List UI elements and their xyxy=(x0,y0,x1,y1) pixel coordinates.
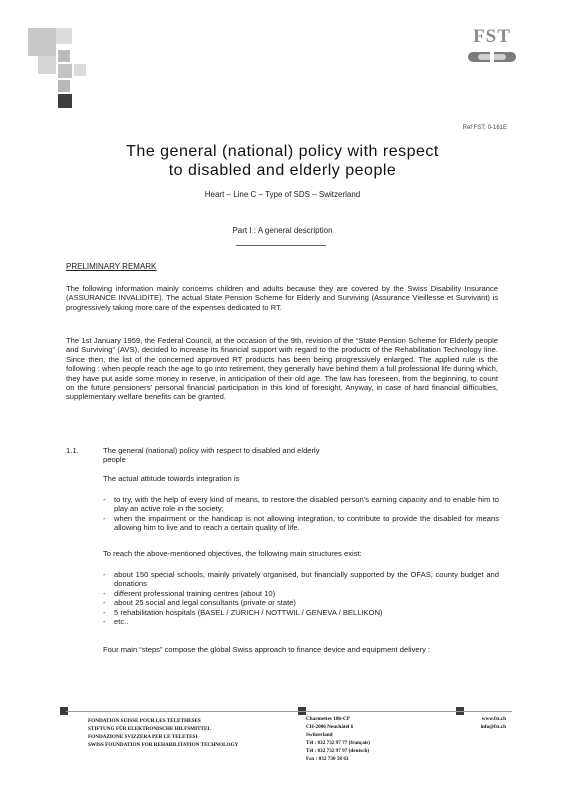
fst-logo xyxy=(466,26,518,66)
page-footer xyxy=(66,705,512,780)
square xyxy=(58,64,72,78)
foundation-line: SWISS FOUNDATION FOR REHABILITATION TECHNOLOGY xyxy=(88,742,239,748)
list-item-text: about 150 special schools, mainly privately organised, but financially supported by the OFAS, county budget and donations xyxy=(114,570,499,589)
foundation-line: FONDAZIONE SVIZZERA PER LE TELETESI xyxy=(88,734,198,740)
list-item-text: to try, with the help of every kind of means, to restore the disabled person’s earning capacity and to enable him to play an active role in the society; xyxy=(114,495,499,514)
remark-heading: PRELIMINARY REMARK xyxy=(66,262,157,271)
logo-text: FST xyxy=(473,26,511,47)
list-item: - 5 rehabilitation hospitals (BASEL / ZURICH / NOTTWIL / GENEVA / BELLIKON) xyxy=(103,607,383,617)
square xyxy=(38,56,56,74)
page-title xyxy=(60,142,505,180)
page-subtitle: Heart – Line C – Type of SDS – Switzerland xyxy=(204,190,361,199)
list-item-text: when the impairment or the handicap is not allowing integration, to contribute to provide the disabled for means allowing him to live and to reach a certain quality of life. xyxy=(114,513,499,533)
square xyxy=(56,28,72,44)
footer-divider xyxy=(66,711,512,712)
logo-graphic xyxy=(466,50,518,64)
list-item-text: about 25 social and legal consultants (private or state) xyxy=(114,598,296,608)
list-item: - different professional training centres (about 10) xyxy=(103,588,276,598)
document-reference: Ref FST: 0-161E xyxy=(462,125,507,131)
list-item-text: etc.. xyxy=(114,617,129,627)
square xyxy=(58,94,72,108)
part-heading: Part I : A general description xyxy=(232,226,333,235)
paragraph-1: The following information mainly concerns children and adults because they are covered by the Swiss Disability Insurance (ASSURANCE INVALIDITE). The actual State Pension Scheme for Elderly and Surviving (Assurance Vieillesse et Survivant) is progressively taking more care of the expenses dedicated to RT. xyxy=(66,284,498,312)
address-line: Fax : 032 730 58 63 xyxy=(306,756,349,762)
four-steps-text: Four main “steps” compose the global Swiss approach to finance device and equipment delivery : xyxy=(103,645,431,654)
address-line: Switzerland xyxy=(306,732,333,738)
title-line-2: to disabled and elderly people xyxy=(168,162,397,179)
attitude-intro: The actual attitude towards integration is xyxy=(103,474,240,483)
part-underline xyxy=(236,245,326,246)
list-item: - about 150 special schools, mainly privately organised, but financially supported by the OFAS, county budget and donations xyxy=(103,570,499,589)
square xyxy=(74,64,86,76)
website-link[interactable]: www.fst.ch xyxy=(481,716,506,722)
list-item: - when the impairment or the handicap is not allowing integration, to contribute to provide the disabled for means allowing him to live and to reach a certain quality of life. xyxy=(103,513,499,533)
list-item-text: different professional training centres (about 10) xyxy=(114,588,276,598)
section-title: The general (national) policy with respect to disabled and elderly people xyxy=(103,446,320,465)
square xyxy=(58,50,70,62)
list-item-text: 5 rehabilitation hospitals (BASEL / ZURICH / NOTTWIL / GENEVA / BELLIKON) xyxy=(114,607,383,617)
structures-intro: To reach the above-mentioned objectives, the following main structures exist: xyxy=(103,549,362,558)
paragraph-2: The 1st January 1959, the Federal Council, at the occasion of the 9th. revision of the “State Pension Scheme for Elderly people and Surviving” (AVS), decided to increase its financial support with regard to the products of the Rehabilitation Technology line. Since then, the list of the concerned approved RT products has been being progressively enlarged. The applied rule is the following : when people reach the age to go into retirement, they generally have behind them a full professional life during which, they have put aside some money in reserve, in anticipation of their old age. The law has foreseen, from the beginning, to count on the future pensioners’ personal financial participation in this kind of foresight. Anyway, in case of hard financial difficulties, supplementary welfare benefits can be granted. xyxy=(66,336,498,402)
foundation-line: FONDATION SUISSE POUR LES TELETHESES xyxy=(88,718,201,724)
foundation-line: STIFTUNG FÜR ELEKTRONISCHE HILFSMITTEL xyxy=(88,726,211,732)
attitude-list xyxy=(103,495,499,533)
address-line: Tél : 032 732 97 97 (deutsch) xyxy=(306,748,370,754)
list-item: - to try, with the help of every kind of means, to restore the disabled person’s earning capacity and to enable him to play an active role in the society; xyxy=(103,495,499,514)
web-block xyxy=(481,715,506,731)
structures-list xyxy=(103,570,499,626)
title-line-1: The general (national) policy with respect xyxy=(126,143,439,160)
email-link[interactable]: info@fst.ch xyxy=(480,724,506,730)
address-line: CH-2006 Neuchâtel 6 xyxy=(306,724,354,730)
foundation-names xyxy=(88,717,238,749)
address-block xyxy=(306,715,370,763)
square xyxy=(58,80,70,92)
section-number: 1.1. xyxy=(66,446,79,455)
list-item: - etc.. xyxy=(103,617,129,627)
address-line: Charmettes 10b-CP xyxy=(306,716,350,722)
square xyxy=(28,28,56,56)
list-item: - about 25 social and legal consultants (private or state) xyxy=(103,598,296,608)
address-line: Tél : 032 732 97 77 (français) xyxy=(306,740,370,746)
